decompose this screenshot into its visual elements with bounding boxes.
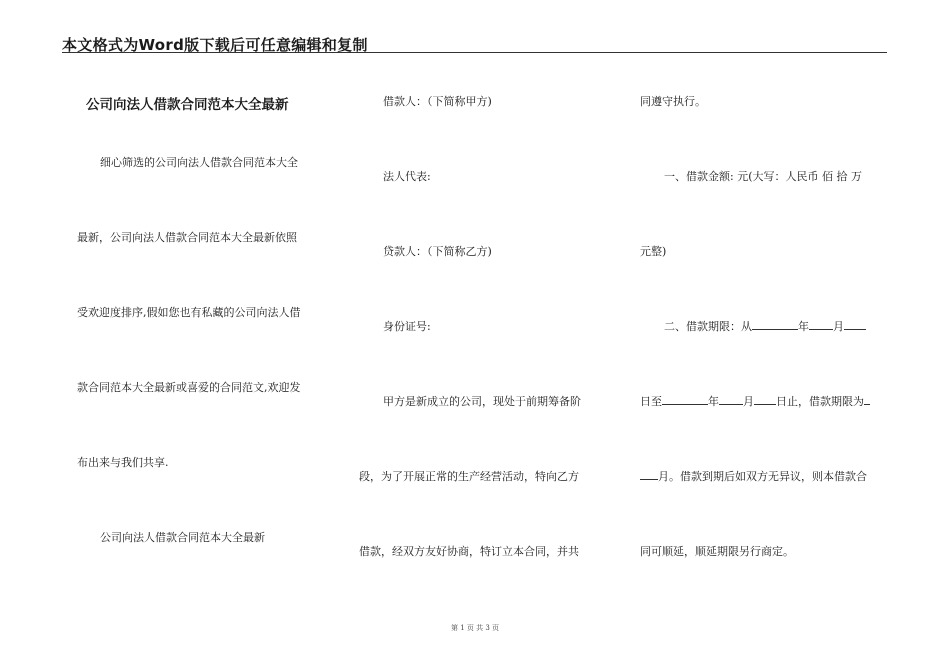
blank-day-to bbox=[754, 395, 776, 405]
middle-line-3: 贷款人：（下简称乙方) bbox=[383, 245, 492, 258]
left-line-6: 公司向法人借款合同范本大全最新 bbox=[100, 531, 265, 544]
header-title: 本文格式为Word版下载后可任意编辑和复制 bbox=[62, 36, 368, 54]
left-line-2: 最新，公司向法人借款合同范本大全最新依照 bbox=[77, 231, 297, 244]
day-to-label: 日止，借款期限为 bbox=[776, 395, 864, 408]
middle-line-5: 甲方是新成立的公司，现处于前期筹备阶 bbox=[383, 395, 581, 408]
left-line-1: 细心筛选的公司向法人借款合同范本大全 bbox=[100, 156, 298, 169]
unit-year-from: 年 bbox=[798, 320, 809, 333]
right-line-2: 一、借款金额: 元(大写：人民币 佰 拾 万 bbox=[664, 170, 862, 183]
left-line-5: 布出来与我们共享. bbox=[77, 456, 169, 469]
document-title: 公司向法人借款合同范本大全最新 bbox=[86, 97, 289, 113]
blank-term bbox=[864, 395, 870, 405]
page-footer: 第 1 页 共 3 页 bbox=[450, 624, 500, 632]
blank-month-from bbox=[809, 320, 833, 330]
blank-year-to bbox=[662, 395, 708, 405]
loan-term-to-line bbox=[640, 393, 870, 409]
unit-month-from: 月 bbox=[833, 320, 844, 333]
from-day-label: 日至 bbox=[640, 395, 662, 408]
blank-month-to bbox=[719, 395, 743, 405]
right-line-1: 同遵守执行。 bbox=[640, 95, 706, 108]
loan-term-line bbox=[664, 318, 866, 334]
right-line-last: 同可顺延，顺延期限另行商定。 bbox=[640, 545, 794, 558]
blank-day-from bbox=[844, 320, 866, 330]
right-line-3: 元整) bbox=[640, 245, 667, 258]
middle-line-1: 借款人：（下简称甲方) bbox=[383, 95, 492, 108]
right-line-month-tail bbox=[640, 468, 867, 484]
middle-line-7: 借款，经双方友好协商，特订立本合同，并共 bbox=[359, 545, 579, 558]
month-tail-text: 月。借款到期后如双方无异议，则本借款合 bbox=[658, 470, 867, 483]
middle-line-2: 法人代表: bbox=[383, 170, 431, 183]
blank-term-months bbox=[640, 470, 658, 480]
unit-year-to: 年 bbox=[708, 395, 719, 408]
left-line-4: 款合同范本大全最新或喜爱的合同范文,欢迎发 bbox=[77, 381, 301, 394]
unit-month-to: 月 bbox=[743, 395, 754, 408]
header-rule bbox=[62, 52, 887, 53]
middle-line-4: 身份证号: bbox=[383, 320, 431, 333]
left-line-3: 受欢迎度排序,假如您也有私藏的公司向法人借 bbox=[77, 306, 301, 319]
middle-line-6: 段，为了开展正常的生产经营活动，特向乙方 bbox=[359, 470, 579, 483]
blank-year-from bbox=[752, 320, 798, 330]
loan-term-label: 二、借款期限：从 bbox=[664, 320, 752, 333]
